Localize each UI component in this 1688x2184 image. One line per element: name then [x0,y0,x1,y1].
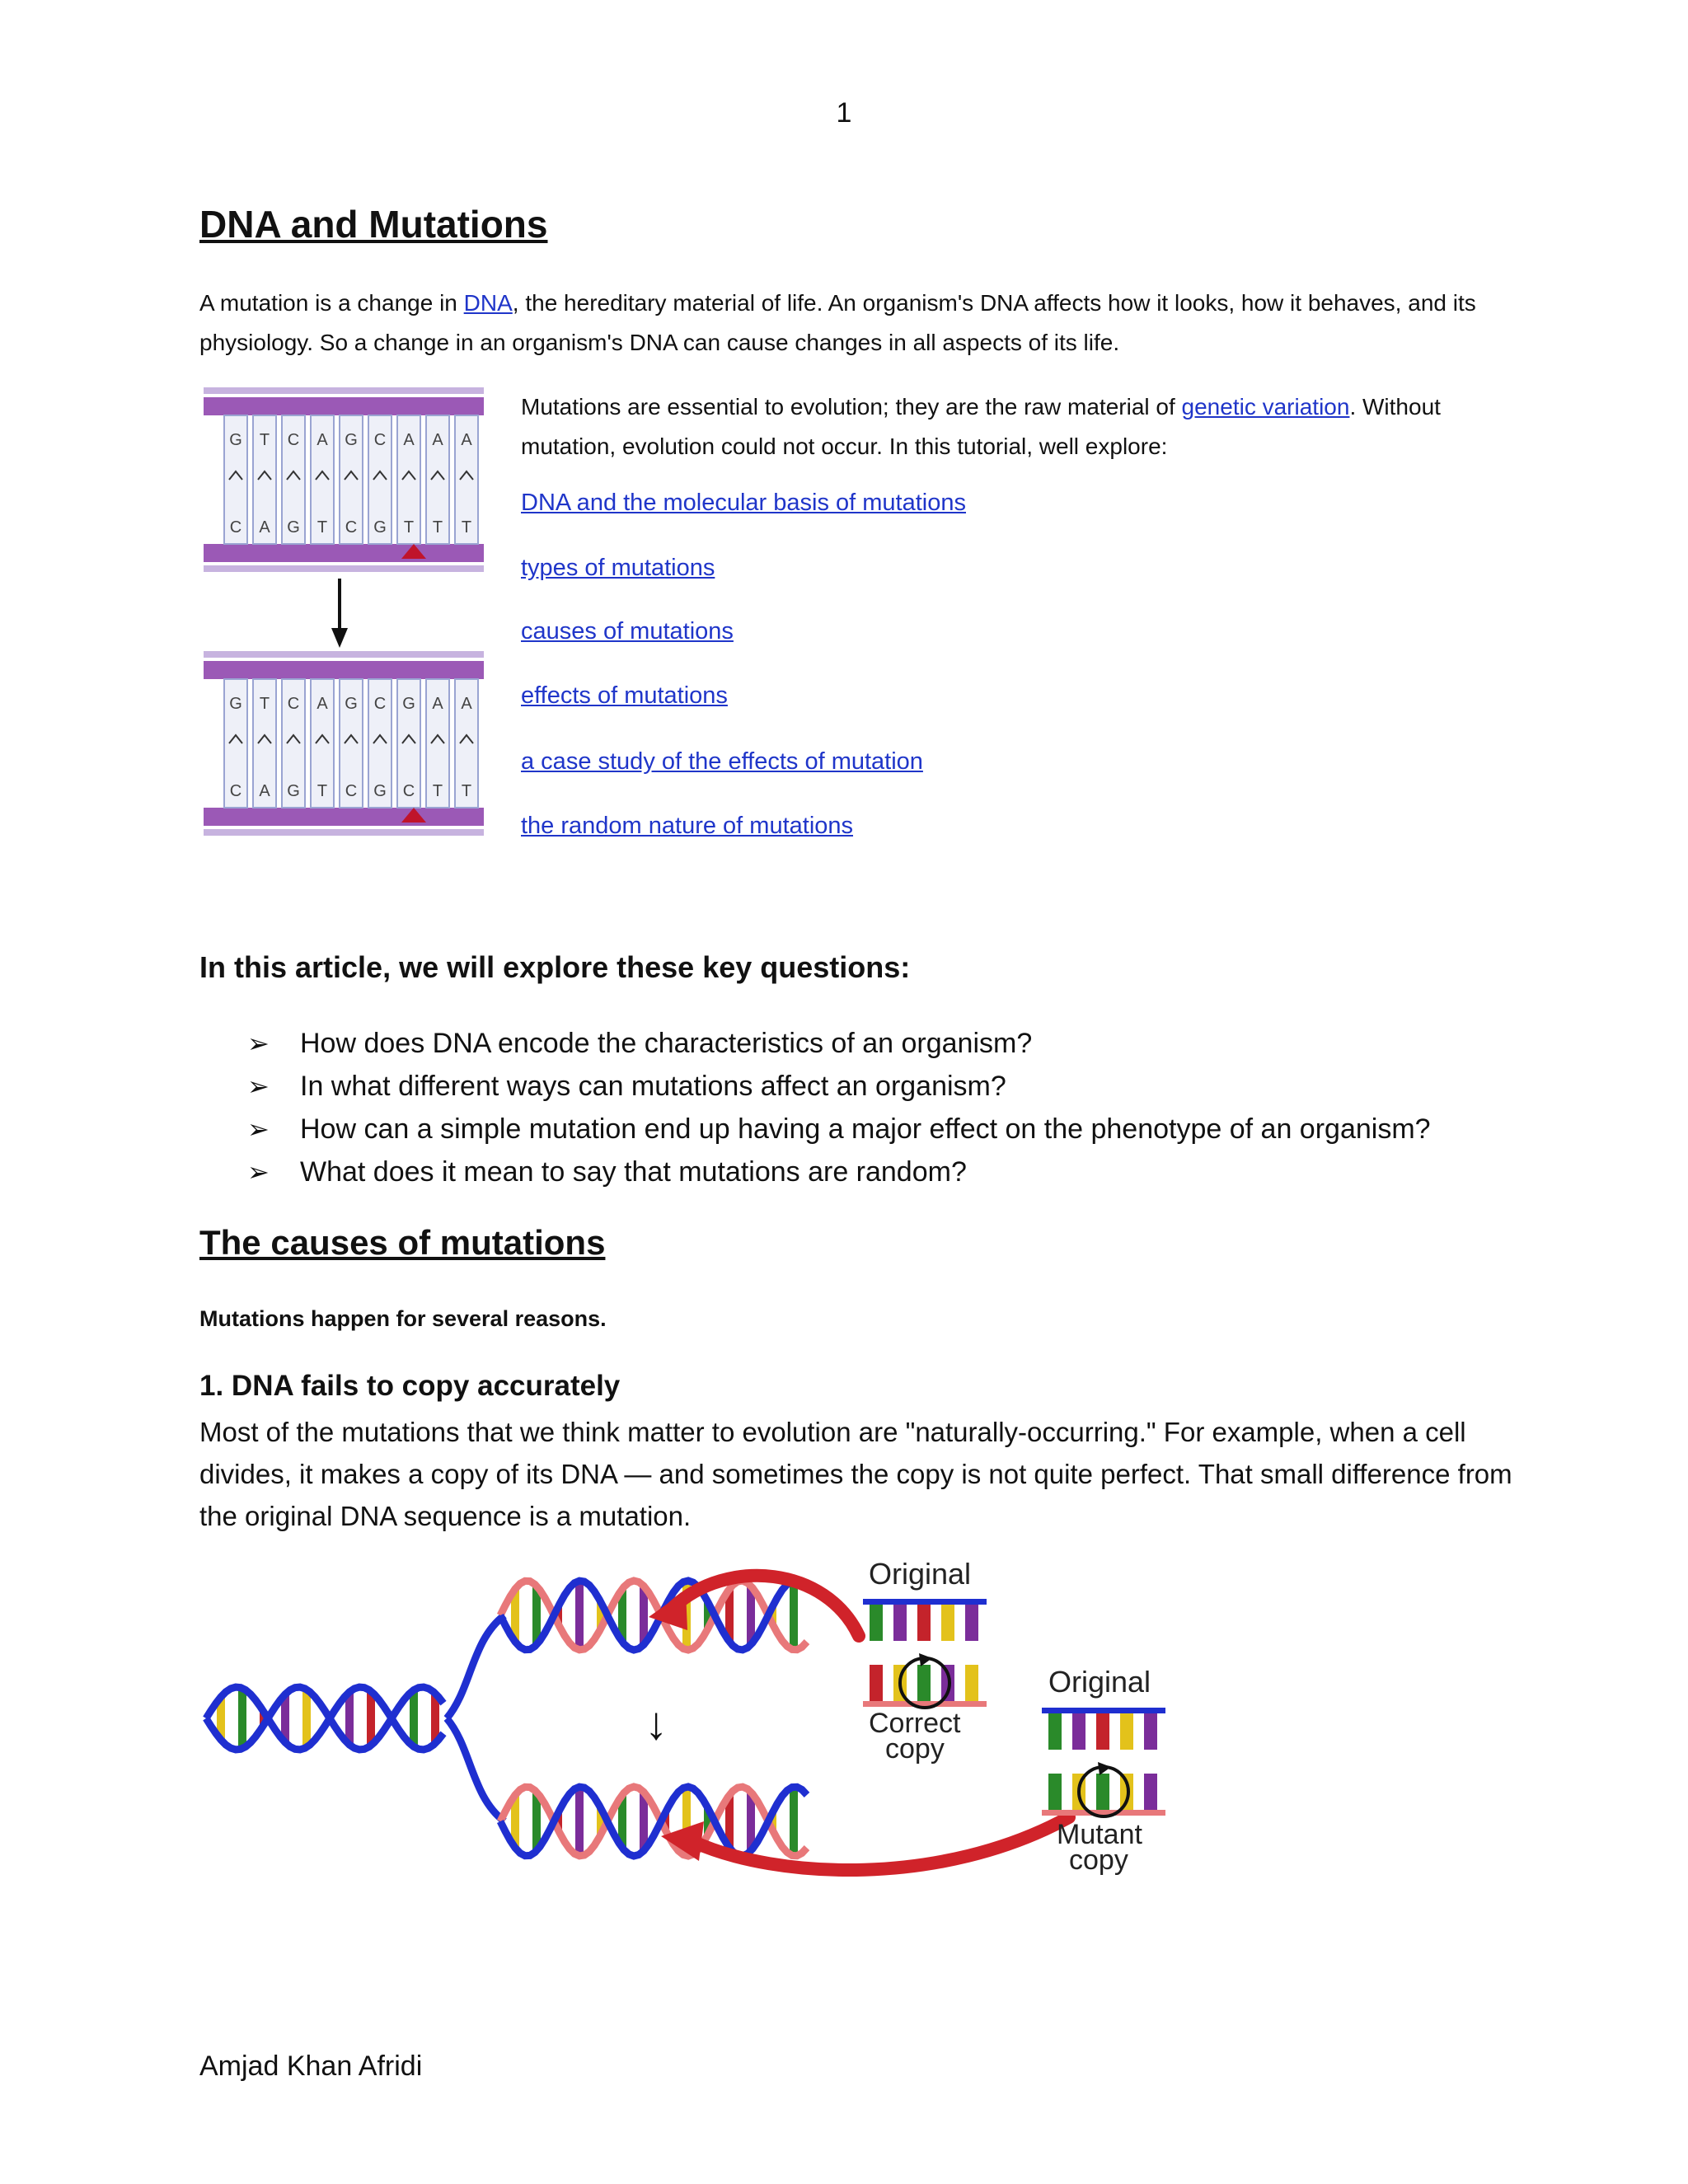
panel-base [1120,1713,1133,1750]
base-letter-top: G [345,695,358,713]
base-pair-rung [790,1787,798,1856]
toc-link-case-study[interactable]: a case study of the effects of mutation [521,748,923,775]
base-pair-rung [302,1690,311,1747]
toc-link-types[interactable]: types of mutations [521,555,715,581]
base-letter-bottom: C [345,782,358,800]
panel-strand-copy [1042,1810,1165,1816]
toc-link-molecular-basis[interactable]: DNA and the molecular basis of mutations [521,490,966,516]
base-letter-top: G [402,695,415,713]
dna-backbone-bottom [204,808,484,826]
dna-original-duplex [204,387,484,572]
panel-base [1144,1774,1157,1810]
toc-link-random-nature[interactable]: the random nature of mutations [521,813,854,839]
helix-strand [500,1787,807,1856]
intro-text-after: , the hereditary material of life. An organism's DNA affects how it looks, how it behaves, and its physiology. So a change in an organism's DNA can cause changes in all aspects of its life. [199,290,1476,355]
base-letter-top: G [229,431,242,449]
base-letter-top: T [259,431,270,449]
mutations-text-before: Mutations are essential to evolution; they are the raw material of [521,394,1182,419]
list-item: ➢ How does DNA encode the characteristics of an organism? [247,1022,1431,1065]
label-original-1: Original [869,1557,972,1591]
base-letter-bottom: T [432,518,443,537]
base-letter-top: G [345,431,358,449]
panel-base [1096,1713,1109,1750]
base-pair-rung [410,1690,418,1747]
base-letter-top: A [403,431,415,449]
panel-base [917,1605,931,1641]
base-letter-top: C [373,695,387,713]
toc-link-effects[interactable]: effects of mutations [521,682,728,709]
label-copy-2: copy [1069,1844,1128,1876]
mutations-paragraph [521,387,1469,466]
dna-backbone-bottom [204,544,484,562]
dna-mutation-figure [199,387,488,857]
base-pair-rung [575,1581,584,1650]
causes-subheading: Mutations happen for several reasons. [199,1306,607,1331]
dna-backbone-top [204,397,484,415]
dna-replication-figure [199,1549,1205,1896]
base-letter-top: C [287,695,300,713]
base-letter-bottom: G [287,518,300,537]
genetic-variation-link[interactable]: genetic variation [1181,394,1350,419]
down-arrow-icon [331,579,348,648]
intro-paragraph [199,284,1518,363]
dna-link[interactable]: DNA [463,290,513,316]
base-letter-bottom: G [287,782,300,800]
arrow-bullet-icon: ➢ [247,1114,270,1144]
arrow-bullet-icon: ➢ [247,1157,270,1187]
base-letter-bottom: A [259,782,270,800]
replication-helices [206,1581,807,1856]
toc-link-causes[interactable]: causes of mutations [521,618,734,644]
base-letter-top: A [316,431,328,449]
label-original-2: Original [1048,1665,1151,1699]
panel-base [893,1605,907,1641]
panel-base [1072,1713,1085,1750]
base-pair-rung [790,1581,798,1650]
label-copy-1: copy [885,1733,945,1765]
page-number: 1 [836,97,852,129]
point1-heading: 1. DNA fails to copy accurately [199,1370,621,1402]
down-arrow-icon: ↓ [645,1697,668,1749]
panel-strand-original [1042,1708,1165,1713]
base-letter-bottom: T [316,782,328,800]
key-questions-heading: In this article, we will explore these key questions: [199,950,911,984]
panel-base [917,1665,931,1701]
panel-base [1048,1774,1062,1810]
base-letter-bottom: T [316,518,328,537]
base-letter-top: C [287,431,300,449]
page-title: DNA and Mutations [199,203,548,246]
causes-heading: The causes of mutations [199,1223,606,1262]
list-item: ➢ What does it mean to say that mutations are random? [247,1151,1431,1193]
base-letter-bottom: A [259,518,270,537]
base-letter-bottom: C [229,518,242,537]
point1-text: Most of the mutations that we think matter to evolution are "naturally-occurring." For example, when a cell divides, it makes a copy of its DNA — and sometimes the copy is not quite perfect. That small difference from the original DNA sequence is a mutation. [199,1417,1512,1531]
fork-strand-top [447,1615,504,1718]
panel-base [965,1665,978,1701]
panel-strand-copy [863,1701,987,1707]
list-item: ➢ How can a simple mutation end up having a major effect on the phenotype of an organism? [247,1108,1431,1151]
arrow-bullet-icon: ➢ [247,1071,270,1101]
helix-strand [500,1787,807,1856]
panel-base [941,1605,954,1641]
base-letter-top: C [373,431,387,449]
fork-strand-bottom [447,1718,504,1821]
base-letter-bottom: T [461,518,472,537]
base-letter-top: A [461,695,472,713]
key-questions-list [247,1022,1431,1193]
base-letter-top: G [229,695,242,713]
footer-author: Amjad Khan Afridi [199,2050,423,2082]
panel-strand-original [863,1599,987,1605]
panel-base [965,1605,978,1641]
base-letter-top: A [432,695,443,713]
dna-mutated-duplex [204,651,484,836]
base-letter-top: A [461,431,472,449]
dna-backbone-top [204,661,484,679]
base-letter-bottom: G [373,782,387,800]
base-letter-bottom: C [345,518,358,537]
base-pair-rung [575,1787,584,1856]
mutations-text-after: . Without mutation, evolution could not occur. In this tutorial, well explore: [521,394,1441,459]
base-letter-bottom: G [373,518,387,537]
base-pair-rung [238,1688,246,1748]
panel-base [1096,1774,1109,1810]
base-letter-bottom: T [432,782,443,800]
panel-base [870,1605,883,1641]
base-letter-top: A [432,431,443,449]
base-letter-bottom: C [402,782,415,800]
base-letter-bottom: T [403,518,415,537]
base-letter-top: T [259,695,270,713]
intro-text-before: A mutation is a change in [199,290,464,316]
label-mutant: Mutant [1057,1819,1142,1850]
correct-copy-panel [863,1599,987,1708]
panel-base [1048,1713,1062,1750]
panel-base [870,1665,883,1701]
list-item: ➢ In what different ways can mutations affect an organism? [247,1065,1431,1108]
panel-base [1144,1713,1157,1750]
base-letter-top: A [316,695,328,713]
base-letter-bottom: T [461,782,472,800]
arrow-bullet-icon: ➢ [247,1029,270,1058]
mutant-copy-panel [1042,1708,1165,1816]
base-letter-bottom: C [229,782,242,800]
label-correct: Correct [869,1708,961,1739]
